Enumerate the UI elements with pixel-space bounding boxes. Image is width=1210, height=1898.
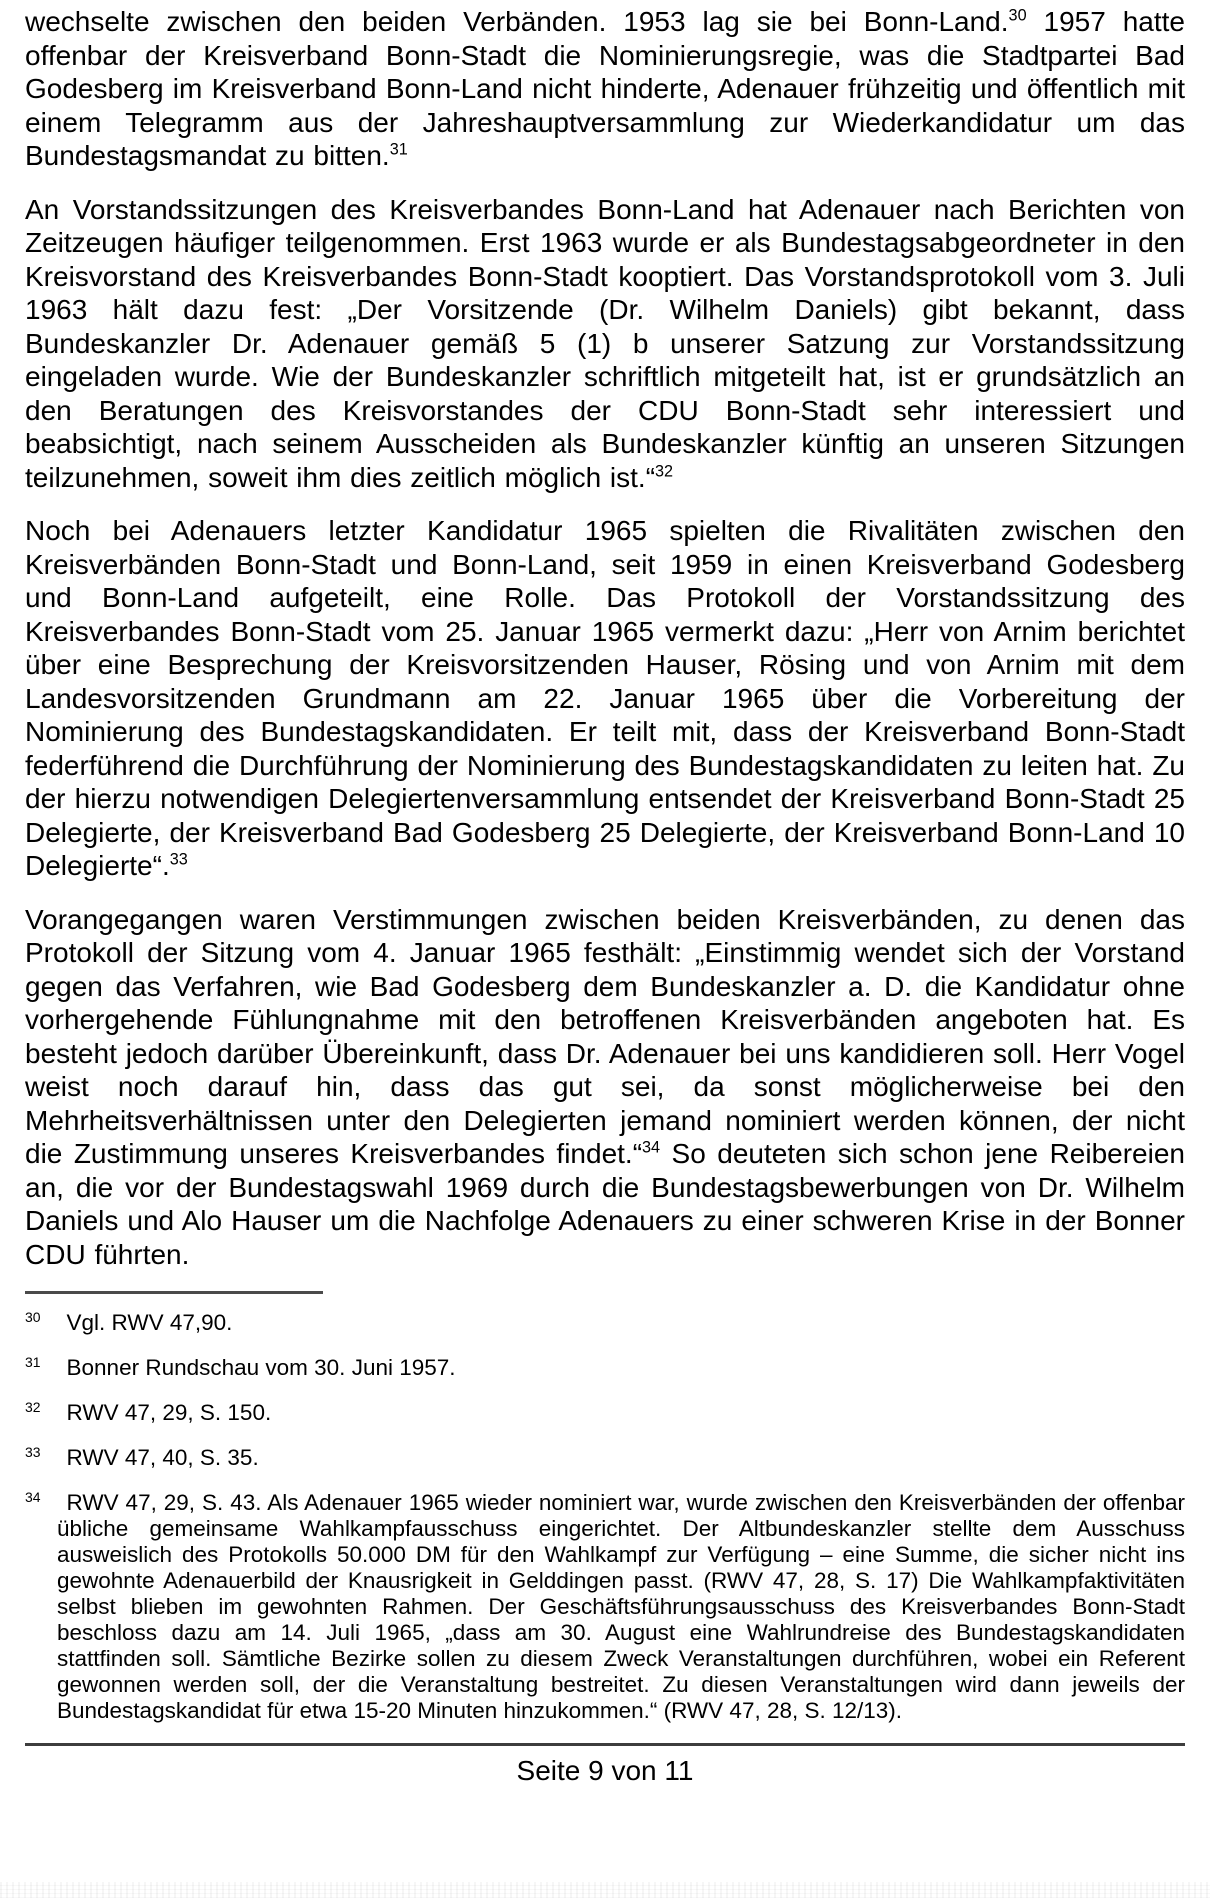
- text-run: 1957 hatte offenbar der Kreisverband Bonn-Stadt die Nominierungsregie, was die Stadtpartei Bad Godesberg im Kreisverband Bonn-Land nicht hinderte, Adenauer frühzeitig und öffentlich mit einem Telegramm aus der Jahreshauptversammlung zur Wiederkandidatur um das Bundestagsmandat zu bitten.: [25, 6, 1186, 171]
- paragraph: [25, 514, 1185, 883]
- footnote: [25, 1490, 1185, 1724]
- footnote-ref: 34: [642, 1138, 661, 1157]
- text-run: Vorangegangen waren Verstimmungen zwischen beiden Kreisverbänden, zu denen das Protokoll der Sitzung vom 4. Januar 1965 festhält: „Einstimmig wendet sich der Vorstand gegen das Verfahren, wie Bad Godesberg dem Bundeskanzler a. D. die Kandidatur ohne vorhergehende Fühlungnahme mit den betroffenen Kreisverbänden angeboten hat. Es besteht jedoch darüber Übereinkunft, dass Dr. Adenauer bei uns kandidieren soll. Herr Vogel weist noch darauf hin, dass das gut sei, da sonst möglicherweise bei den Mehrheitsverhältnissen unter den Delegierten jemand nominiert werden können, der nicht die Zustimmung unseres Kreisverbandes findet.“: [25, 903, 1185, 1169]
- footnote-number: 34: [25, 1488, 41, 1505]
- footnotes: [25, 1310, 1185, 1724]
- footer-rule: [25, 1743, 1185, 1746]
- footnote-ref: 31: [389, 140, 408, 159]
- text-run: wechselte zwischen den beiden Verbänden. 1953 lag sie bei Bonn-Land.: [25, 6, 1009, 37]
- text-run: Noch bei Adenauers letzter Kandidatur 1965 spielten die Rivalitäten zwischen den Kreisverbänden Bonn-Stadt und Bonn-Land, seit 1959 in einen Kreisverband Godesberg und Bonn-Land aufgeteilt, eine Rolle. Das Protokoll der Vorstandssitzung des Kreisverbandes Bonn-Stadt vom 25. Januar 1965 vermerkt dazu: „Herr von Arnim berichtet über eine Besprechung der Kreisvorsitzenden Hauser, Rösing und von Arnim mit dem Landesvorsitzenden Grundmann am 22. Januar 1965 über die Vorbereitung der Nominierung des Bundestagskandidaten. Er teilt mit, dass der Kreisverband Bonn-Stadt federführend die Durchführung der Nominierung des Bundestagskandidaten zu leiten hat. Zu der hierzu notwendigen Delegiertenversammlung entsendet der Kreisverband Bonn-Stadt 25 Delegierte, der Kreisverband Bad Godesberg 25 Delegierte, der Kreisverband Bonn-Land 10 Delegierte“.: [25, 515, 1185, 881]
- footnote-separator: [25, 1291, 323, 1294]
- paragraph: [25, 5, 1185, 173]
- footnote: [25, 1310, 1185, 1336]
- footnote-ref: 30: [1008, 6, 1027, 25]
- footnote-number: 32: [25, 1398, 41, 1415]
- footnote-text: RWV 47, 29, S. 43. Als Adenauer 1965 wieder nominiert war, wurde zwischen den Kreisverbänden der offenbar übliche gemeinsame Wahlkampfausschuss eingerichtet. Der Altbundeskanzler stellte dem Ausschuss ausweislich des Protokolls 50.000 DM für den Wahlkampf zur Verfügung – eine Summe, die sicher nicht ins gewohnte Adenauerbild der Knausrigkeit in Gelddingen passt. (RWV 47, 28, S. 17) Die Wahlkampfaktivitäten selbst blieben im gewohnten Rahmen. Der Geschäftsführungsausschuss des Kreisverbandes Bonn-Stadt beschloss dazu am 14. Juli 1965, „dass am 30. August eine Wahlrundreise des Bundestagskandidaten stattfinden soll. Sämtliche Bezirke sollen zu diesem Zweck Veranstaltungen durchführen, wobei ein Referent gewonnen werden soll, der die Veranstaltung bestreitet. Zu diesen Veranstaltungen wird dann jeweils der Bundestagskandidat für etwa 15-20 Minuten hinzukommen.“ (RWV 47, 28, S. 12/13).: [57, 1490, 1185, 1723]
- footnote-text: RWV 47, 40, S. 35.: [66, 1445, 259, 1470]
- footnote: [25, 1355, 1185, 1381]
- text-run: So deuteten sich schon jene Reibereien an, die vor der Bundestagswahl 1969 durch die Bundestagsbewerbungen von Dr. Wilhelm Daniels und Alo Hauser um die Nachfolge Adenauers zu einer schweren Krise in der Bonner CDU führten.: [25, 1138, 1185, 1270]
- footnote: [25, 1445, 1185, 1471]
- body-text: [25, 5, 1185, 1271]
- page-number: Seite 9 von 11: [516, 1755, 694, 1786]
- footnote-number: 33: [25, 1443, 41, 1460]
- text-run: An Vorstandssitzungen des Kreisverbandes Bonn-Land hat Adenauer nach Berichten von Zeitzeugen häufiger teilgenommen. Erst 1963 wurde er als Bundestagsabgeordneter in den Kreisvorstand des Kreisverbandes Bonn-Stadt kooptiert. Das Vorstandsprotokoll vom 3. Juli 1963 hält dazu fest: „Der Vorsitzende (Dr. Wilhelm Daniels) gibt bekannt, dass Bundeskanzler Dr. Adenauer gemäß 5 (1) b unserer Satzung zur Vorstandssitzung eingeladen wurde. Wie der Bundeskanzler schriftlich mitgeteilt hat, ist er grundsätzlich an den Beratungen des Kreisvorstandes der CDU Bonn-Stadt sehr interessiert und beabsichtigt, nach seinem Ausscheiden als Bundeskanzler künftig an unseren Sitzungen teilzunehmen, soweit ihm dies zeitlich möglich ist.“: [25, 193, 1185, 493]
- scan-noise-band: [0, 1882, 1210, 1898]
- footnote: [25, 1400, 1185, 1426]
- footnote-number: 31: [25, 1353, 41, 1370]
- footnote-text: Vgl. RWV 47,90.: [66, 1310, 233, 1335]
- footnote-text: Bonner Rundschau vom 30. Juni 1957.: [66, 1355, 456, 1380]
- paragraph: [25, 903, 1185, 1272]
- paragraph: [25, 193, 1185, 495]
- footnote-ref: 32: [655, 462, 674, 481]
- footnote-number: 30: [25, 1308, 41, 1325]
- footnote-ref: 33: [169, 850, 188, 869]
- footnote-text: RWV 47, 29, S. 150.: [66, 1400, 272, 1425]
